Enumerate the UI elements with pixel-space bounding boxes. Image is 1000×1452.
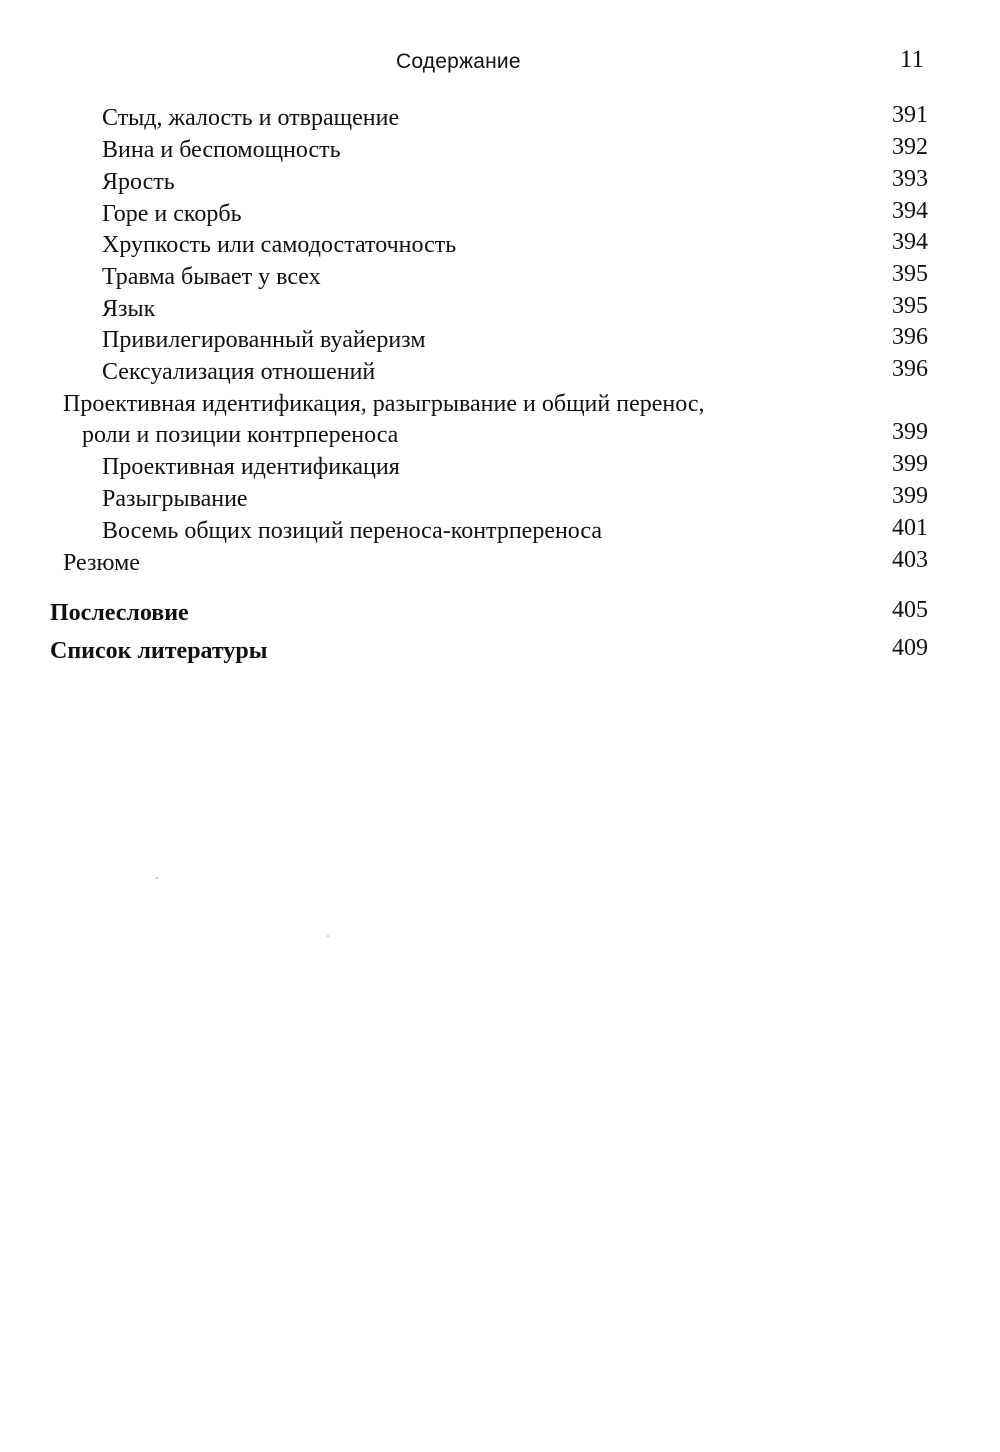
- toc-entry-title: Стыд, жалость и отвращение: [102, 105, 400, 131]
- toc-entry-page: 399: [892, 483, 928, 509]
- toc-entry-title: Сексуализация отношений: [102, 359, 376, 385]
- toc-chapter-page: 409: [892, 635, 928, 661]
- toc-chapter-title: Послесловие: [50, 600, 189, 626]
- toc-entry-title: Проективная идентификация: [102, 454, 400, 480]
- toc-entry-page: 391: [892, 102, 928, 128]
- toc-entry-title: Ярость: [102, 169, 175, 195]
- toc-entry-page: 394: [892, 198, 928, 224]
- toc-entry-page: 396: [892, 356, 928, 382]
- toc-entry-title: Язык: [102, 296, 156, 322]
- toc-entry-page: 395: [892, 261, 928, 287]
- toc-entry-page: 399: [892, 419, 928, 445]
- toc-entry-page: 399: [892, 451, 928, 477]
- toc-entry-title: Восемь общих позиций переноса-контрпереноса: [102, 518, 603, 544]
- toc-entry-title: Привилегированный вуайеризм: [102, 327, 426, 353]
- running-title: Содержание: [396, 50, 521, 73]
- toc-entry-page: 396: [892, 324, 928, 350]
- toc-entry-title: Резюме: [63, 550, 140, 576]
- toc-entry-title: Разыгрывание: [102, 486, 248, 512]
- toc-chapter-page: 405: [892, 597, 928, 623]
- toc-chapter-title: Список литературы: [50, 638, 268, 664]
- toc-entry-title: роли и позиции контрпереноса: [82, 422, 399, 448]
- toc-entry-title: Проективная идентификация, разыгрывание и общий перенос,: [63, 391, 705, 417]
- page-number: 11: [899, 46, 924, 73]
- toc-entry-page: 403: [892, 547, 928, 573]
- toc-entry-title: Горе и скорбь: [102, 201, 242, 227]
- toc-entry-title: Хрупкость или самодостаточность: [102, 232, 457, 258]
- toc-entry-page: 401: [892, 515, 928, 541]
- toc-entry-page: 393: [892, 166, 928, 192]
- toc-entry-page: 394: [892, 229, 928, 255]
- toc-entry-title: Травма бывает у всех: [102, 264, 321, 290]
- scan-speck: [327, 935, 329, 937]
- scan-speck: [156, 877, 158, 879]
- toc-entry-page: 392: [892, 134, 928, 160]
- toc-entry-title: Вина и беспомощность: [102, 137, 341, 163]
- toc-entry-page: 395: [892, 293, 928, 319]
